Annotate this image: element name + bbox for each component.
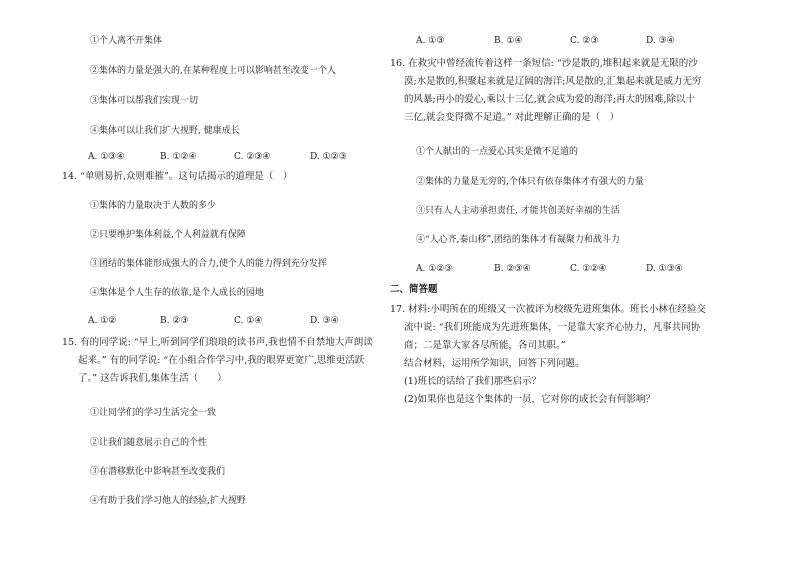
q16-option-1: ①个人献出的一点爱心其实是微不足道的 xyxy=(416,147,579,157)
q17-sub-1: (1)班长的话给了我们那些启示？ xyxy=(404,376,541,387)
q14-option-3: ③团结的集体能形成强大的合力,使个人的能力得到充分发挥 xyxy=(90,259,327,269)
q17-line-2: 流中说: “我们班能成为先进班集体，一是靠大家齐心协力，凡事共同协 xyxy=(404,322,701,333)
q13-choice-a: A. ①③④ xyxy=(88,152,125,162)
q15-option-2: ②让我们随意展示自己的个性 xyxy=(90,438,208,448)
q15-choice-c: C. ②③ xyxy=(570,36,599,46)
q15-choice-a: A. ①③ xyxy=(416,36,445,46)
q16-choice-c: C. ①②④ xyxy=(570,264,607,274)
q16-choice-b: B. ②③④ xyxy=(494,264,531,274)
q13-option-1: ①个人离不开集体 xyxy=(90,36,163,46)
q13-option-4: ④集体可以让我们扩大视野, 健康成长 xyxy=(90,126,240,136)
q15-stem-line-2: 起来。” 有的同学说: “在小组合作学习中,我的眼界更宽广,思维更活跃 xyxy=(78,355,365,366)
q16-choice-a: A. ①②③ xyxy=(416,264,453,274)
q13-option-3: ③集体可以帮我们实现一切 xyxy=(90,96,199,106)
q17-line-1: 17. 材料:小明所在的班级又一次被评为校级先进班集体。班长小林在经验交 xyxy=(390,304,706,315)
q17-sub-2: (2)如果你也是这个集体的一员，它对你的成长会有何影响？ xyxy=(404,394,655,405)
q14-option-2: ②只要维护集体利益,个人利益就有保障 xyxy=(90,230,246,240)
q16-option-3: ③只有人人主动承担责任, 才能共创美好幸福的生活 xyxy=(416,206,620,216)
q16-choice-d: D. ①③④ xyxy=(646,264,683,274)
q14-choice-a: A. ①② xyxy=(88,316,117,326)
q16-stem-line-3: 的风暴;再小的爱心,乘以十三亿,就会成为爱的海洋;再大的困难,除以十 xyxy=(404,94,695,105)
q14-option-4: ④集体是个人生存的依靠,是个人成长的园地 xyxy=(90,288,264,298)
q14-choice-b: B. ②③ xyxy=(160,316,189,326)
q13-choice-b: B. ①②④ xyxy=(160,152,197,162)
q15-stem-line-1: 15. 有的同学说: “早上,听到同学们琅琅的读书声,我也情不自禁地大声朗读 xyxy=(62,337,373,348)
q17-line-3: 商；二是靠大家各尽所能，各司其职。” xyxy=(404,340,566,351)
q17-line-4: 结合材料，运用所学知识，回答下列问题。 xyxy=(404,358,585,369)
q14-choice-d: D. ③④ xyxy=(310,316,339,326)
q15-option-4: ④有助于我们学习他人的经验,扩大视野 xyxy=(90,496,246,506)
q15-option-3: ③在潜移默化中影响甚至改变我们 xyxy=(90,467,226,477)
q14-option-1: ①集体的力量取决于人数的多少 xyxy=(90,201,217,211)
q16-option-2: ②集体的力量是无穷的,个体只有依存集体才有强大的力量 xyxy=(416,177,644,187)
q16-stem-line-2: 漠;水是散的,积聚起来就是辽阔的海洋;风是散的,汇集起来就是威力无穷 xyxy=(404,76,702,87)
q13-choice-c: C. ②③④ xyxy=(234,152,271,162)
q15-option-1: ①让同学们的学习生活完全一致 xyxy=(90,408,217,418)
q14-stem: 14. “单则易折,众则难摧”。这句话揭示的道理是（ ） xyxy=(62,171,293,182)
q16-stem-line-1: 16. 在救灾中曾经流传着这样一条短信: “沙是散的,堆积起来就是无限的沙 xyxy=(390,58,698,69)
q15-choice-b: B. ①④ xyxy=(494,36,523,46)
q13-choice-d: D. ①②③ xyxy=(310,152,347,162)
q16-stem-line-4: 三亿,就会变得微不足道。” 对此理解正确的是（ ） xyxy=(404,112,620,123)
section-title: 二、简答题 xyxy=(390,284,438,295)
q16-option-4: ④“人心齐,泰山移”,团结的集体才有凝聚力和战斗力 xyxy=(416,235,620,245)
q14-choice-c: C. ①④ xyxy=(234,316,263,326)
q15-stem-line-3: 了。” 这告诉我们,集体生活（ ） xyxy=(78,373,227,384)
q15-choice-d: D. ③④ xyxy=(646,36,675,46)
q13-option-2: ②集体的力量是强大的,在某种程度上可以影响甚至改变一个人 xyxy=(90,66,336,76)
